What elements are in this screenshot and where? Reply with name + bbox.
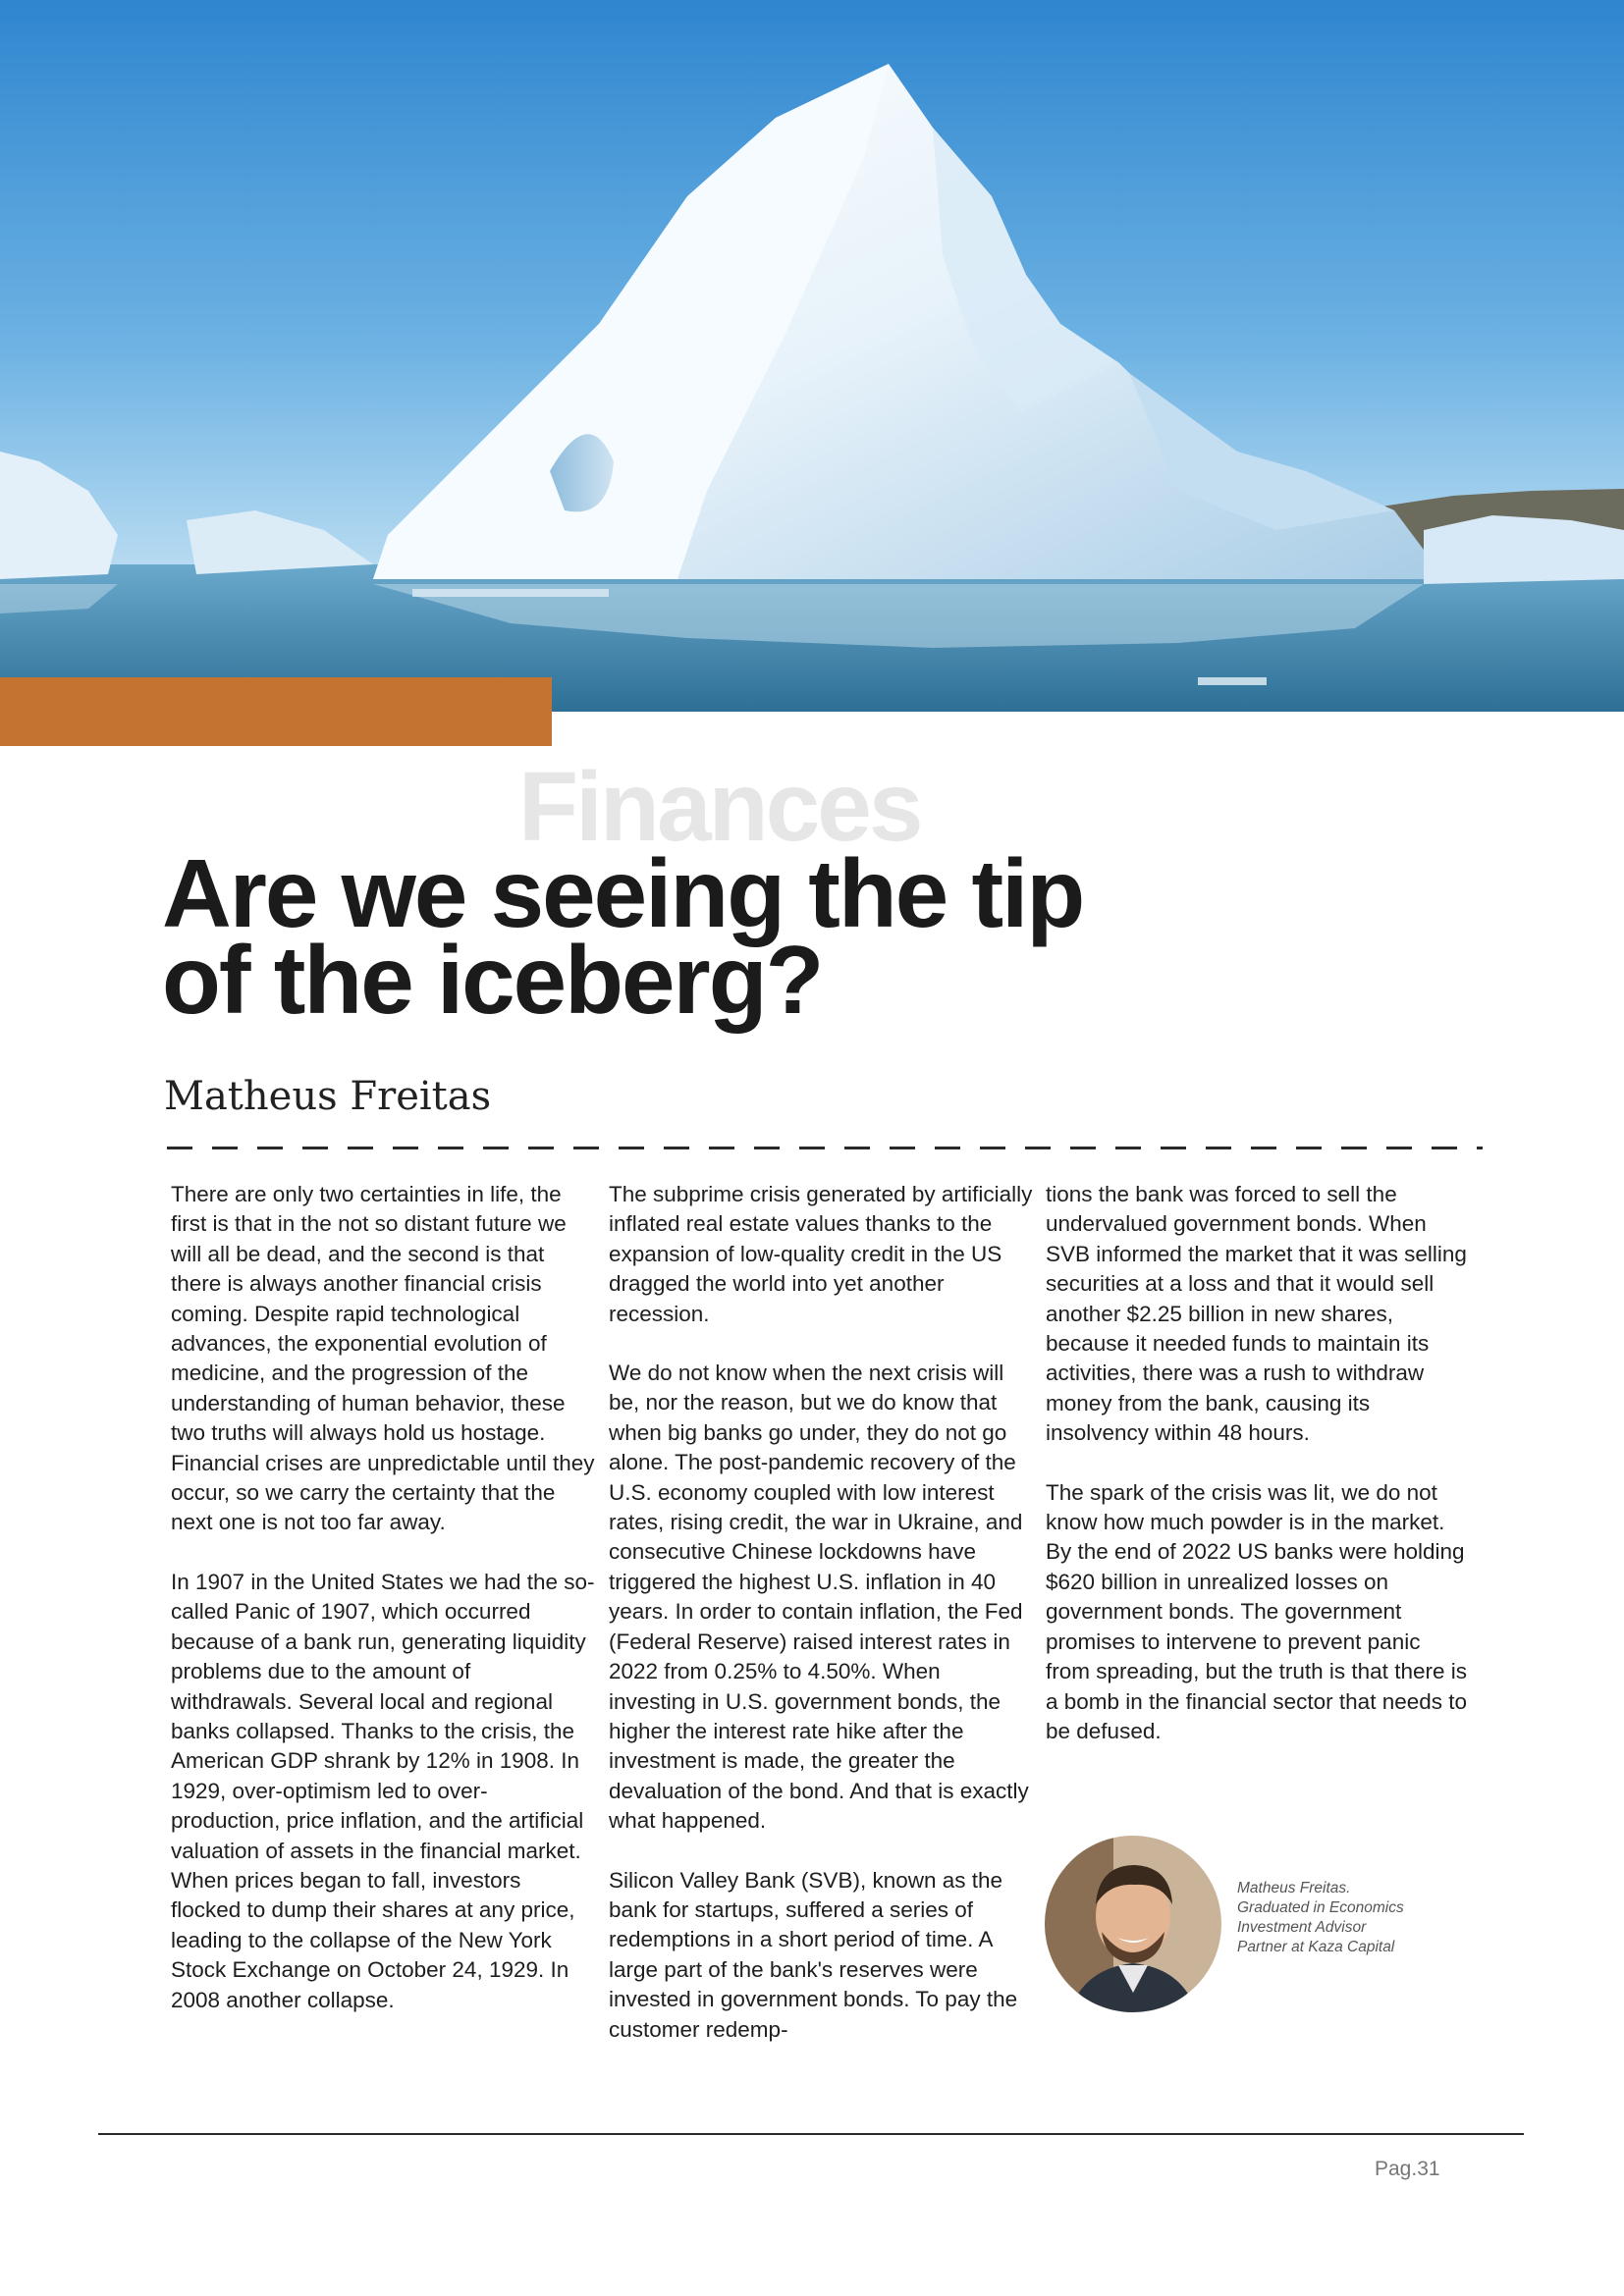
bio-line: Partner at Kaza Capital [1237,1939,1395,1955]
paragraph: Silicon Valley Bank (SVB), known as the bank for startups, suffered a series of redemptions in a short period of time. A large part of the bank's reserves were invested in government bonds. To pay the customer redemp- [609,1867,1018,2042]
hero-image-iceberg [0,0,1624,712]
accent-bar [0,677,552,746]
paragraph: The spark of the crisis was lit, we do not know how much powder is in the market. By the end of 2022 US banks were holding $620 billion in unrealized losses on government bonds. The government promises to intervene to prevent panic from spreading, but the truth is that there is a bomb in the financial sector that needs to be defused. [1046,1479,1468,1743]
section-label: Finances [518,752,921,862]
paragraph: In 1907 in the United States we had the so-called Panic of 1907, which occurred because of a bank run, generating liquidity problems due to the amount of withdrawals. Several local and regional banks collapsed. Thanks to the crisis, the American GDP shrank by 12% in 1908. In 1929, over-optimism led to over-production, price inflation, and the artificial valuation of assets in the financial market. When prices began to fall, investors flocked to dump their shares at any price, leading to the collapse of the New York Stock Exchange on October 24, 1929. In 2008 another collapse. [171,1569,595,2012]
paragraph: The subprime crisis generated by artificially inflated real estate values thanks to the expansion of low-quality credit in the US dragged the world into yet another recession. [609,1182,1033,1326]
author-bio [1237,1879,1404,1957]
article-headline: Are we seeing the tip of the iceberg? [162,839,1084,1034]
page-number: Pag.31 [1375,2158,1440,2180]
article-column-3 [1046,1180,1470,1776]
footer-divider [98,2133,1524,2135]
bio-line: Graduated in Economics [1237,1899,1404,1916]
dashed-divider [167,1147,1483,1149]
paragraph: We do not know when the next crisis will be, nor the reason, but we do know that when big banks go under, they do not go alone. The post-pandemic recovery of the U.S. economy coupled with low interest rates, rising credit, the war in Ukraine, and consecutive Chinese lockdowns have triggered the highest U.S. inflation in 40 years. In order to contain inflation, the Fed (Federal Reserve) raised interest rates in 2022 from 0.25% to 4.50%. When investing in U.S. government bonds, the higher the interest rate hike after the investment is made, the greater the devaluation of the bond. And that is exactly what happened. [609,1361,1029,1834]
paragraph: There are only two certainties in life, the first is that in the not so distant future we will all be dead, and the second is that there is always another financial crisis coming. Despite rapid technological advances, the exponential evolution of medicine, and the progression of the understanding of human behavior, these two truths will always hold us hostage. Financial crises are unpredictable until they occur, so we carry the certainty that the next one is not too far away. [171,1182,595,1535]
article-column-1 [171,1180,595,2045]
bio-name: Matheus Freitas. [1237,1880,1351,1896]
article-column-2 [609,1180,1033,2074]
author-avatar [1045,1836,1221,2012]
bio-line: Investment Advisor [1237,1919,1367,1936]
paragraph: tions the bank was forced to sell the undervalued government bonds. When SVB informed the market that it was selling securities at a loss and that it would sell another $2.25 billion in new shares, because it needed funds to maintain its activities, there was a rush to withdraw money from the bank, causing its insolvency within 48 hours. [1046,1182,1467,1446]
author-name: Matheus Freitas [164,1074,492,1119]
